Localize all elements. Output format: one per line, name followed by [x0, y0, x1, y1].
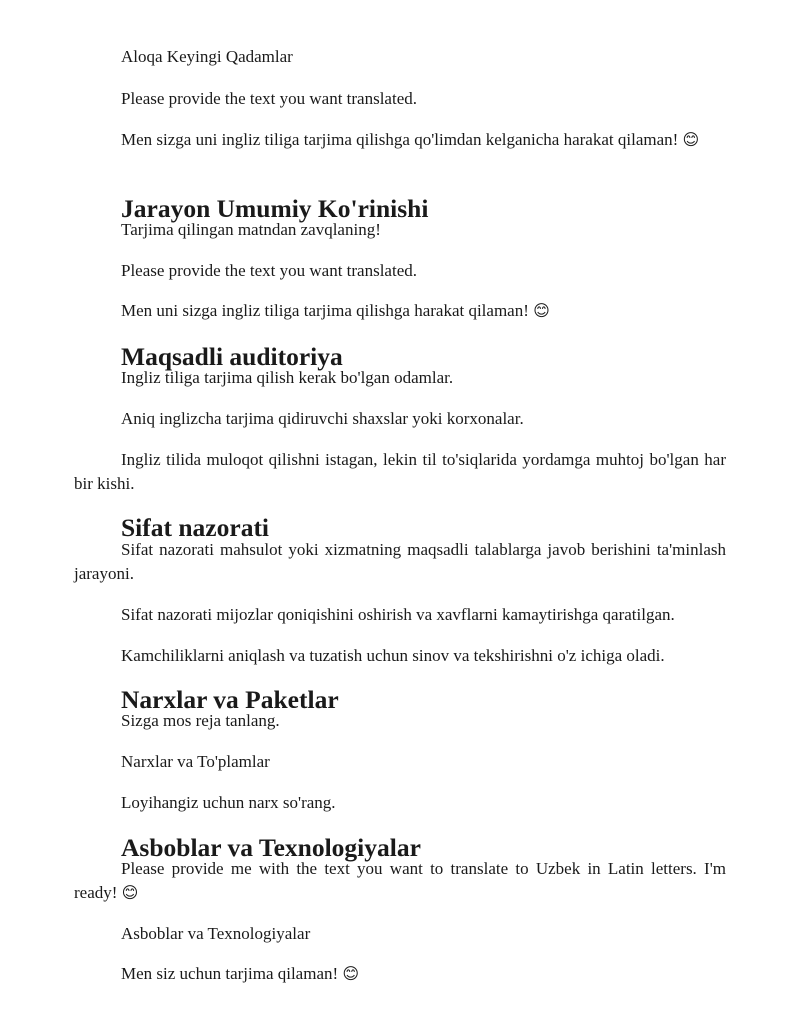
paragraph: Ingliz tilida muloqot qilishni istagan, lekin til to'siqlarida yordamga muhtoj bo'lgan har bir kishi.	[74, 450, 726, 493]
paragraph: Loyihangiz uchun narx so'rang.	[121, 793, 336, 812]
smile-emoji-icon: 😊	[342, 964, 360, 983]
paragraph: Please provide me with the text you want to translate to Uzbek in Latin letters. I'm ready! 😊	[74, 857, 726, 905]
paragraph: Sizga mos reja tanlang.	[121, 711, 280, 730]
paragraph: Men uni sizga ingliz tiliga tarjima qilishga harakat qilaman! 😊	[74, 299, 726, 323]
section-heading-process-overview: Jarayon Umumiy Ko'rinishi	[121, 194, 429, 223]
smile-emoji-icon: 😊	[121, 883, 139, 902]
paragraph: Men sizga uni ingliz tiliga tarjima qilishga qo'limdan kelganicha harakat qilaman! 😊	[74, 128, 726, 152]
paragraph: Sifat nazorati mahsulot yoki xizmatning maqsadli talablarga javob berishini ta'minlash jarayoni.	[74, 540, 726, 583]
paragraph: Please provide the text you want translated.	[121, 261, 417, 280]
section-heading-target-audience: Maqsadli auditoriya	[121, 342, 343, 371]
smile-emoji-icon: 😊	[682, 130, 700, 149]
section-heading-quality-control: Sifat nazorati	[121, 513, 270, 542]
paragraph: Kamchiliklarni aniqlash va tuzatish uchun sinov va tekshirishni o'z ichiga oladi.	[121, 646, 665, 665]
paragraph: Please provide the text you want translated.	[121, 89, 417, 108]
paragraph: Aniq inglizcha tarjima qidiruvchi shaxslar yoki korxonalar.	[121, 409, 524, 428]
paragraph: Men siz uchun tarjima qilaman! 😊	[74, 962, 726, 986]
section-heading-pricing-packages: Narxlar va Paketlar	[121, 685, 339, 714]
section-heading-tools-technologies: Asboblar va Texnologiyalar	[121, 833, 421, 862]
smile-emoji-icon: 😊	[533, 301, 550, 320]
paragraph: Narxlar va To'plamlar	[121, 752, 270, 771]
paragraph: Asboblar va Texnologiyalar	[121, 924, 311, 943]
document-page	[74, 0, 726, 1035]
paragraph: Sifat nazorati mijozlar qoniqishini oshirish va xavflarni kamaytirishga qaratilgan.	[121, 605, 675, 624]
paragraph: Ingliz tiliga tarjima qilish kerak bo'lgan odamlar.	[121, 368, 454, 387]
paragraph: Tarjima qilingan matndan zavqlaning!	[121, 220, 381, 239]
paragraph-contact-next-steps: Aloqa Keyingi Qadamlar	[121, 47, 293, 66]
